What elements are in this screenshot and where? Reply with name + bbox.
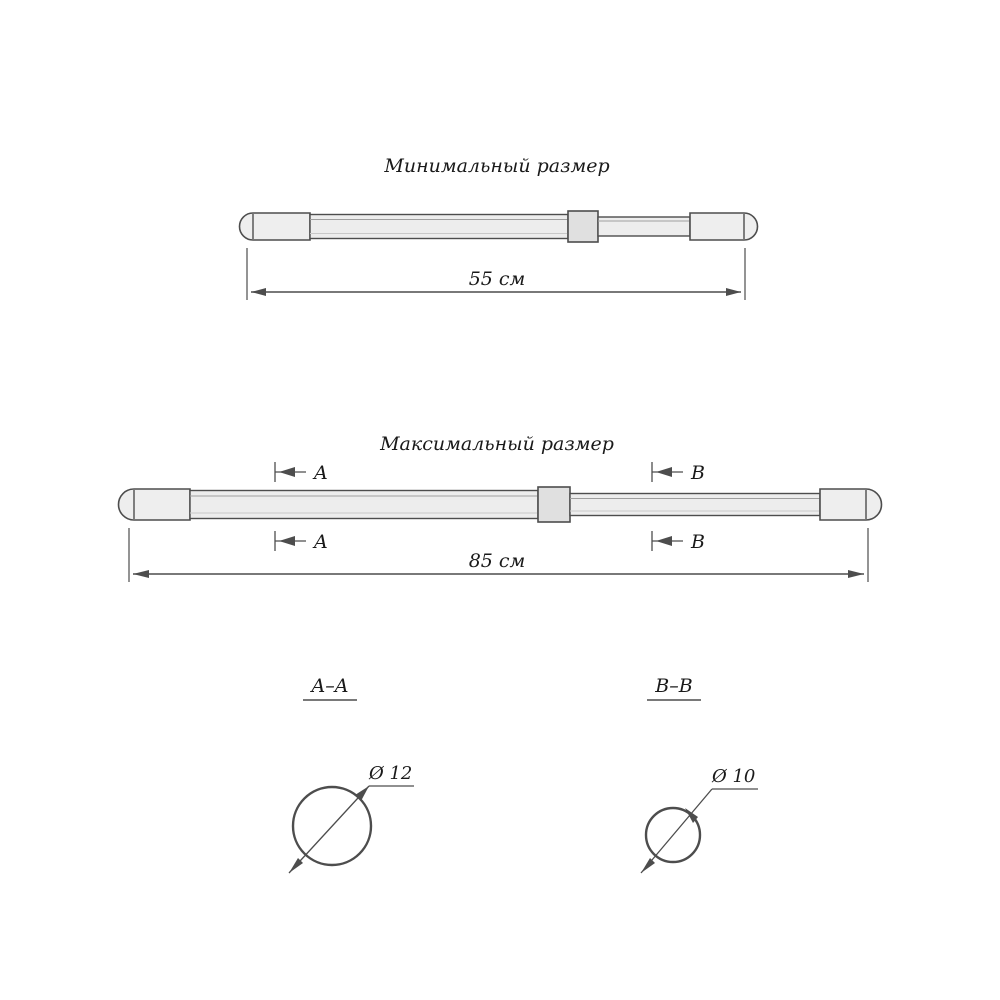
max-rod-left-end [118,489,190,520]
max-rod-right-end [820,489,882,520]
max-size-group [118,433,881,582]
section-b-b-leader-arrow-lower [641,858,655,873]
section-mark-a-bottom [275,531,328,553]
min-rod-left-end [240,213,310,240]
section-a-a-label: A–A [311,675,349,697]
max-dim-value: 85 см [468,550,526,572]
section-a-a-diameter-label: Ø 12 [369,763,413,784]
max-rod-right-tube [570,494,820,516]
max-rod-coupling [538,487,570,522]
section-mark-b-top-arrow [656,467,672,477]
min-rod-coupling [568,211,598,242]
section-a-a [289,675,414,873]
section-b-b [641,675,758,873]
min-dim-value: 55 см [468,268,526,290]
min-rod-right-end [690,213,758,240]
max-dim-arrow-right [848,570,864,578]
min-size-title: Минимальный размер [384,155,610,177]
min-size-group [240,155,758,300]
section-b-b-label: B–B [655,675,693,697]
max-dim-arrow-left [133,570,149,578]
section-mark-b-top-label: B [691,462,705,484]
section-mark-a-top-label: A [314,462,328,484]
min-rod-right-tube [598,217,690,236]
section-mark-b-bottom-arrow [656,536,672,546]
section-mark-a-top [275,462,328,484]
min-dim-arrow-right [726,288,741,296]
max-rod-assembly [118,487,881,522]
section-mark-b-bottom-label: B [691,531,705,553]
max-rod-left-tube [190,491,538,519]
min-rod-left-tube [310,215,568,239]
section-mark-a-bottom-label: A [314,531,328,553]
section-mark-a-top-arrow [279,467,295,477]
min-rod-assembly [240,211,758,242]
section-mark-a-bottom-arrow [279,536,295,546]
section-mark-b-bottom [652,531,705,553]
max-size-title: Максимальный размер [380,433,614,455]
section-mark-b-top [652,462,705,484]
min-dim-arrow-left [251,288,266,296]
section-b-b-diameter-label: Ø 10 [712,766,756,787]
